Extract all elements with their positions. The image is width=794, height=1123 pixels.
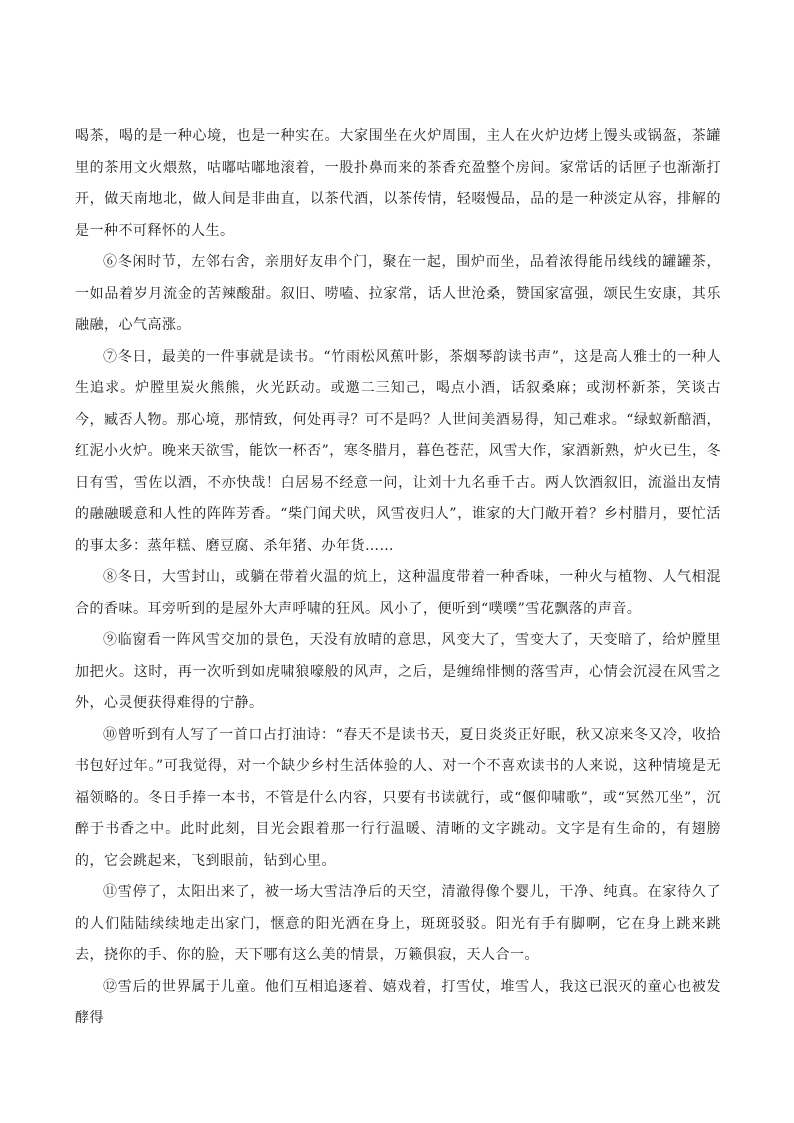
paragraph-9: ⑨临窗看一阵风雪交加的景色，天没有放晴的意思，风变大了，雪变大了，天变暗了，给炉膛里加把火。这时，再一次听到如虎啸狼嚎般的风声，之后，是缠绵悱恻的落雪声，心情会沉浸在风雪之外，心灵便获得难得的宁静。 [75,632,721,711]
paragraph-12: ⑫雪后的世界属于儿童。他们互相追逐着、嬉戏着，打雪仗，堆雪人，我这已泯灭的童心也被发酵得 [75,978,721,1026]
paragraph-7: ⑦冬日，最美的一件事就是读书。“竹雨松风蕉叶影，茶烟琴韵读书声”，这是高人雅士的一种人生追求。炉膛里炭火熊熊，火光跃动。或邀二三知己，喝点小酒，话叙桑麻；或沏杯新茶，笑谈古今，臧否人物。那心境，那情致，何处再寻？可不是吗？人世间美酒易得，知己难求。“绿蚁新醅酒，红泥小火炉。晚来天欲雪，能饮一杯否”，寒冬腊月，暮色苍茫，风雪大作，家酒新熟，炉火已生，冬日有雪，雪佐以酒，不亦快哉！白居易不经意一问，让刘十九名垂千古。两人饮酒叙旧，流溢出友情的融融暖意和人性的阵阵芳香。“柴门闻犬吠，风雪夜归人”，谁家的大门敞开着？乡村腊月，要忙活的事太多：蒸年糕、磨豆腐、杀年猪、办年货…… [75,348,721,554]
article-body [75,121,721,1035]
paragraph-8: ⑧冬日，大雪封山，或躺在带着火温的炕上，这种温度带着一种香味，一种火与植物、人气相混合的香味。耳旁听到的是屋外大声呼啸的狂风。风小了，便听到“噗噗”雪花飘落的声音。 [75,569,721,617]
paragraph-10: ⑩曾听到有人写了一首口占打油诗：“春天不是读书天，夏日炎炎正好眠，秋又凉来冬又冷，收拾书包好过年。”可我觉得，对一个缺少乡村生活体验的人、对一个不喜欢读书的人来说，这种情境是无福领略的。冬日手捧一本书，不管是什么内容，只要有书读就行，或“偃仰啸歌”，或“冥然兀坐”，沉醉于书香之中。此时此刻，目光会跟着那一行行温暖、清晰的文字跳动。文字是有生命的，有翅膀的，它会跳起来，飞到眼前，钻到心里。 [75,726,721,869]
paragraph-11: ⑪雪停了，太阳出来了，被一场大雪洁净后的天空，清澈得像个婴儿，干净、纯真。在家待久了的人们陆陆续续地走出家门，惬意的阳光洒在身上，斑斑驳驳。阳光有手有脚啊，它在身上跳来跳去，挠你的手、你的脸，天下哪有这么美的情景，万籁俱寂，天人合一。 [75,884,721,963]
paragraph-6: ⑥冬闲时节，左邻右舍，亲朋好友串个门，聚在一起，围炉而坐，品着浓得能吊线线的罐罐茶，一如品着岁月流金的苦辣酸甜。叙旧、唠嗑、拉家常，话人世沧桑，赞国家富强，颂民生安康，其乐融融，心气高涨。 [75,254,721,333]
paragraph-continued: 喝茶，喝的是一种心境，也是一种实在。大家围坐在火炉周围，主人在火炉边烤上馒头或锅盔，茶罐里的茶用文火煨熬，咕嘟咕嘟地滚着，一股扑鼻而来的茶香充盈整个房间。家常话的话匣子也渐渐打开，做天南地北，做人间是非曲直，以茶代酒，以茶传情，轻啜慢品，品的是一种淡定从容，排解的是一种不可释怀的人生。 [75,128,721,239]
